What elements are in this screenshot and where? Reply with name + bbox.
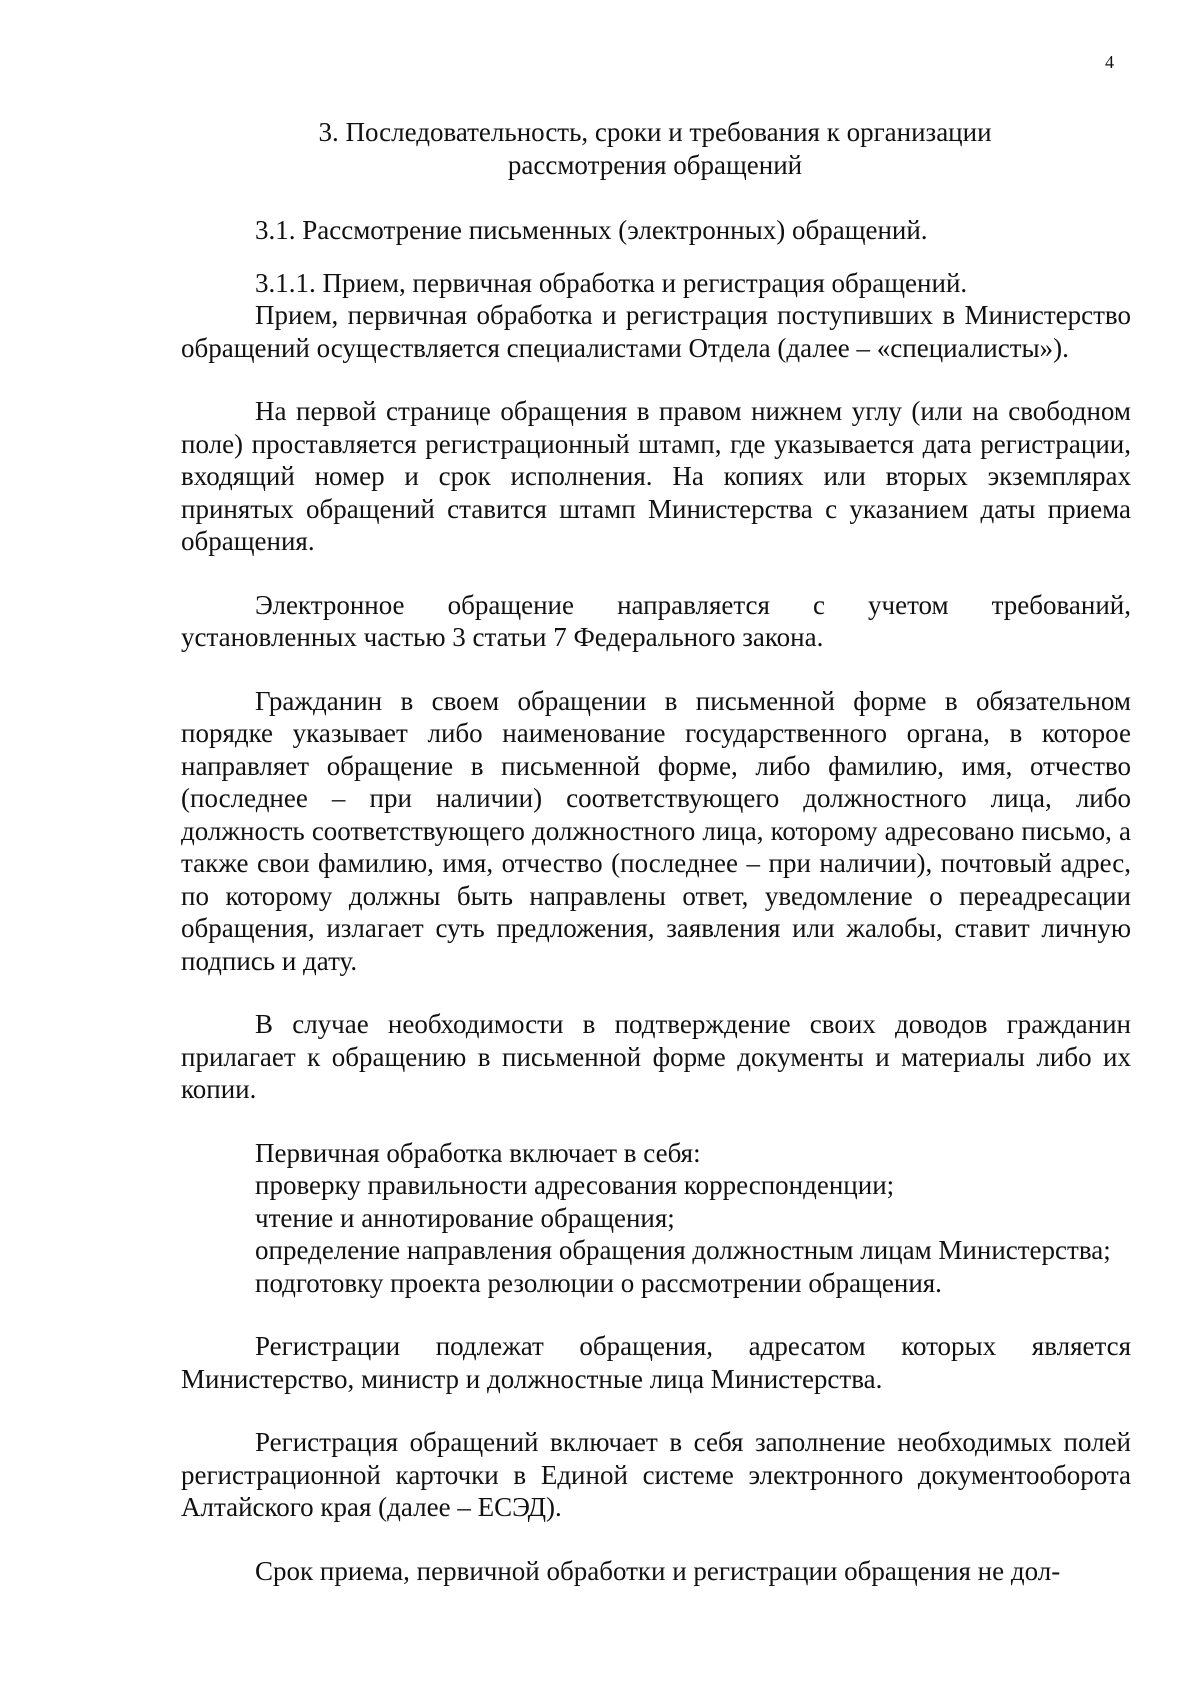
section-title	[180, 116, 1130, 182]
list-item: проверку правильности адресования корреспонденции;	[255, 1170, 895, 1200]
page-number: 4	[1105, 52, 1114, 72]
paragraph-reception: Прием, первичная обработка и регистрация поступивших в Министерство обращений осуществляется специалистами Отдела (далее – «специалисты»).	[181, 300, 1131, 363]
section-title-line-2: рассмотрения обращений	[507, 150, 803, 180]
paragraph-attachments: В случае необходимости в подтверждение своих доводов гражданин прилагает к обращению в письменной форме документы и материалы либо их копии.	[181, 1009, 1131, 1104]
list-item: определение направления обращения должностным лицам Министерства;	[255, 1235, 1111, 1265]
list-item: подготовку проекта резолюции о рассмотрении обращения.	[255, 1267, 942, 1298]
list-item: чтение и аннотирование обращения;	[255, 1202, 675, 1233]
document-body	[181, 214, 1131, 1587]
paragraph-citizen-requirements: Гражданин в своем обращении в письменной форме в обязательном порядке указывает либо наименование государственного органа, в которое направляет обращение в письменной форме, либо фамилию, имя, отчество (последнее – при наличии) соответствующего должностного лица, либо должность соответствующего должностного лица, которому адресовано письмо, а также свои фамилию, имя, отчество (последнее – при наличии), почтовый адрес, по которому должны быть направлены ответ, уведомление о переадресации обращения, излагает суть предложения, заявления или жалобы, ставит личную подпись и дату.	[181, 685, 1131, 976]
paragraph-deadline: Срок приема, первичной обработки и регистрации обращения не дол-	[255, 1555, 1061, 1586]
paragraph-electronic: Электронное обращение направляется с учетом требований, установленных частью 3 статьи 7 Федерального закона.	[181, 589, 1131, 652]
paragraph-stamp: На первой странице обращения в правом нижнем углу (или на свободном поле) проставляется регистрационный штамп, где указывается дата регистрации, входящий номер и срок исполнения. На копиях или вторых экземплярах принятых обращений ставится штамп Министерства с указанием даты приема обращения.	[181, 396, 1131, 556]
paragraph-registration-subject: Регистрации подлежат обращения, адресатом которых является Министерство, министр и должностные лица Министерства.	[181, 1331, 1131, 1394]
list-intro: Первичная обработка включает в себя:	[255, 1137, 701, 1168]
paragraph-3-1-1: 3.1.1. Прием, первичная обработка и регистрация обращений.	[255, 267, 968, 298]
paragraph-3-1: 3.1. Рассмотрение письменных (электронных) обращений.	[255, 215, 928, 245]
section-title-line-1: 3. Последовательность, сроки и требования к организации	[318, 117, 992, 147]
paragraph-registration-process: Регистрация обращений включает в себя заполнение необходимых полей регистрационной карточки в Единой системе электронного документооборота Алтайского края (далее – ЕСЭД).	[181, 1427, 1131, 1522]
